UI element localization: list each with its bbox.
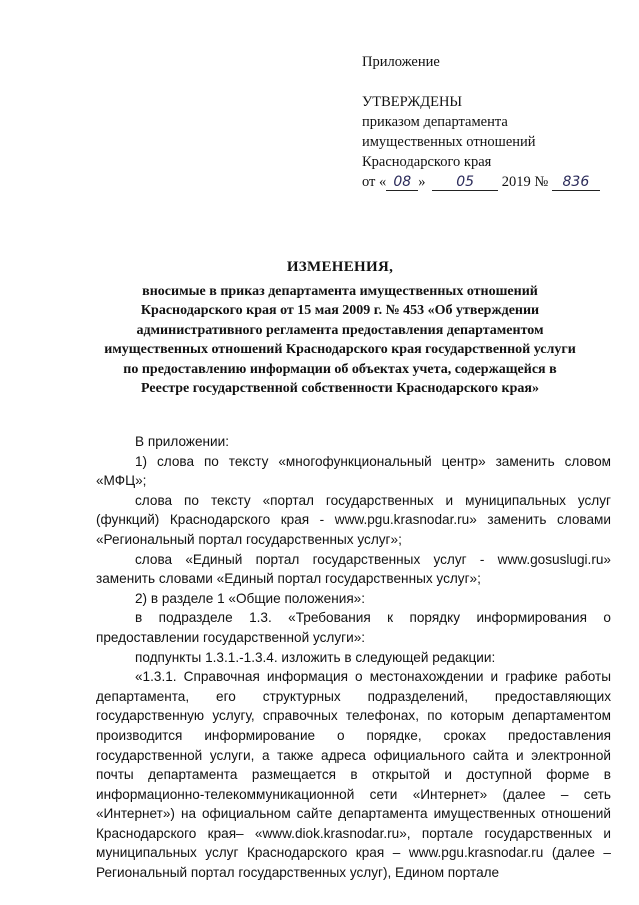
body-paragraph: В приложении: <box>135 434 229 449</box>
year-number-label: 2019 № <box>501 174 549 190</box>
approval-date-row <box>362 172 600 192</box>
body-paragraph: слова «Единый портал государственных услуг - www.gosuslugi.ru» заменить словами «Единый портал государственных услуг»; <box>96 551 611 587</box>
title-line: административного регламента предоставления департаментом <box>136 322 544 338</box>
title-line: Краснодарского края от 15 мая 2009 г. № 453 «Об утверждении <box>140 303 540 319</box>
title-line: по предоставлению информации об объектах учета, содержащейся в <box>123 361 557 377</box>
title-line: имущественных отношений Краснодарского края государственной услуги <box>104 342 576 358</box>
body-paragraph: «1.3.1. Справочная информация о местонахождении и графике работы департамента, его структурных подразделений, предоставляющих государственную услугу, справочных телефонах, по которым департаментом производится информирование о порядке, сроках предоставления государственной услуги, а также адреса официального сайта и электронной почты департамента размещается в открытой и доступной форме в информационно-телекоммуникационной сети «Интернет» (далее – сеть «Интернет») на официальном сайте департамента имущественных отношений Краснодарского края– «www.diok.krasnodar.ru», портале государственных и муниципальных услуг Краснодарского края – www.pgu.krasnodar.ru (далее – Региональный портал государственных услуг), Едином портале <box>96 669 611 881</box>
date-prefix: от « <box>362 174 387 190</box>
title-heading: ИЗМЕНЕНИЯ, <box>286 259 394 275</box>
approval-line-department: имущественных отношений <box>362 134 536 150</box>
title-line: Реестре государственной собственности Краснодарского края» <box>141 381 539 397</box>
date-day-close: » <box>418 174 426 190</box>
approved-label: УТВЕРЖДЕНЫ <box>362 94 463 110</box>
body-paragraph: 1) слова по тексту «многофункциональный центр» заменить словом «МФЦ»; <box>96 453 611 489</box>
title-line: вносимые в приказ департамента имущественных отношений <box>142 284 538 299</box>
title-subtitle <box>60 282 620 398</box>
appendix-label: Приложение <box>362 54 440 70</box>
approval-block <box>362 52 600 192</box>
document-title <box>60 256 620 398</box>
handwritten-day: 08 <box>386 174 418 191</box>
handwritten-order-number: 836 <box>552 174 600 191</box>
spacer <box>362 72 600 92</box>
approval-line-region: Краснодарского края <box>362 154 492 170</box>
handwritten-month: 05 <box>432 174 498 191</box>
approval-line-order: приказом департамента <box>362 114 508 130</box>
body-paragraph: 2) в разделе 1 «Общие положения»: <box>135 590 366 606</box>
body-paragraph: в подразделе 1.3. «Требования к порядку информирования о предоставлении государственной услуги»: <box>96 610 611 645</box>
body-paragraph: слова по тексту «портал государственных и муниципальных услуг (функций) Краснодарского края - www.pgu.krasnodar.ru» заменить словами «Региональный портал государственных услуг»; <box>96 492 611 547</box>
body-paragraph: подпункты 1.3.1.-1.3.4. изложить в следующей редакции: <box>135 649 496 665</box>
document-body <box>96 432 611 883</box>
